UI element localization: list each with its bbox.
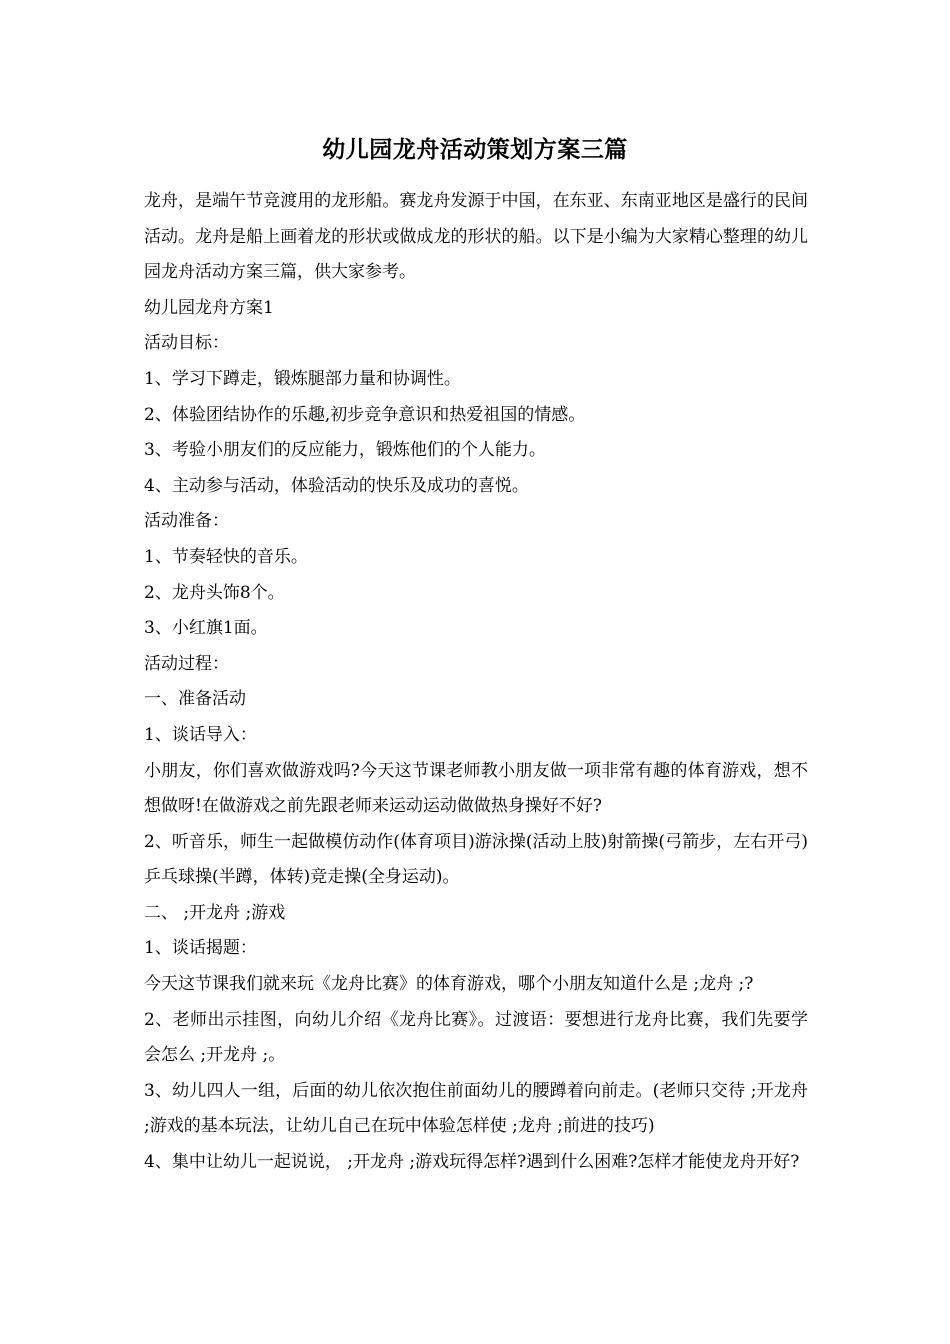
list-item: 2、龙舟头饰8个。	[144, 582, 285, 603]
section-heading: 幼儿园龙舟方案1	[144, 297, 274, 318]
list-item: 4、集中让幼儿一起说说， ;开龙舟 ;游戏玩得怎样?遇到什么困难?怎样才能使龙舟开好?	[144, 1152, 800, 1173]
body-paragraph: 今天这节课我们就来玩《龙舟比赛》的体育游戏，哪个小朋友知道什么是 ;龙舟 ;?	[144, 974, 754, 995]
list-item: 1、节奏轻快的音乐。	[144, 546, 308, 567]
list-item: 4、主动参与活动，体验活动的快乐及成功的喜悦。	[144, 475, 529, 496]
subheading: 活动目标：	[144, 333, 229, 354]
list-item: 3、小红旗1面。	[144, 618, 268, 639]
list-item: 2、体验团结协作的乐趣,初步竞争意识和热爱祖国的情感。	[144, 404, 586, 425]
subheading: 活动准备：	[144, 511, 229, 532]
document-title: 幼儿园龙舟活动策划方案三篇	[322, 136, 628, 163]
step-heading: 二、 ;开龙舟 ;游戏	[144, 902, 286, 923]
list-item: 1、学习下蹲走，锻炼腿部力量和协调性。	[144, 368, 461, 389]
list-item: 3、幼儿四人一组，后面的幼儿依次抱住前面幼儿的腰蹲着向前走。(老师只交待 ;开龙舟 ;游戏的基本玩法，让幼儿自己在玩中体验怎样使 ;龙舟 ;前进的技巧)	[144, 1080, 808, 1137]
list-item: 2、老师出示挂图，向幼儿介绍《龙舟比赛》。过渡语：要想进行龙舟比赛，我们先要学会怎么 ;开龙舟 ;。	[144, 1009, 808, 1066]
list-item: 2、听音乐，师生一起做模仿动作(体育项目)游泳操(活动上肢)射箭操(弓箭步，左右开弓)乒乓球操(半蹲，体转)竞走操(全身运动)。	[144, 831, 808, 888]
list-item: 1、谈话导入：	[144, 724, 257, 745]
list-item: 3、考验小朋友们的反应能力，锻炼他们的个人能力。	[144, 440, 546, 461]
list-item: 1、谈话揭题：	[144, 938, 257, 959]
document-body	[144, 184, 808, 1181]
subheading: 活动过程：	[144, 653, 229, 674]
step-heading: 一、准备活动	[144, 689, 246, 710]
body-paragraph: 小朋友，你们喜欢做游戏吗?今天这节课老师教小朋友做一项非常有趣的体育游戏，想不想做呀!在做游戏之前先跟老师来运动运动做做热身操好不好?	[144, 760, 808, 817]
intro-paragraph: 龙舟，是端午节竞渡用的龙形船。赛龙舟发源于中国，在东亚、东南亚地区是盛行的民间活动。龙舟是船上画着龙的形状或做成龙的形状的船。以下是小编为大家精心整理的幼儿园龙舟活动方案三篇，供大家参考。	[144, 191, 808, 283]
